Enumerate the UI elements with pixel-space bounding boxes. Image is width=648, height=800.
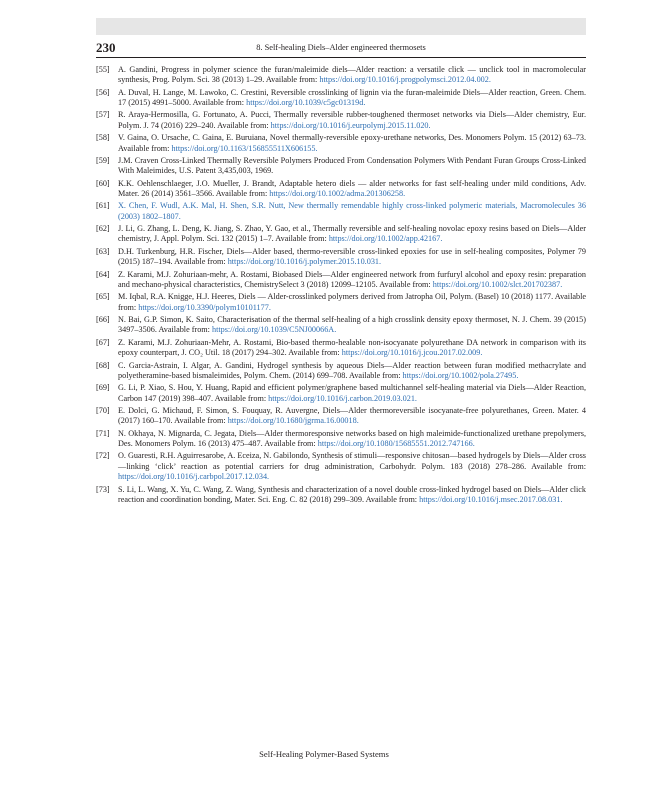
reference-item	[96, 201, 586, 222]
reference-tail: .	[428, 120, 431, 130]
reference-tail: .	[356, 416, 359, 426]
reference-tail: .	[440, 234, 443, 244]
reference-tail: .	[516, 370, 519, 380]
reference-item	[96, 133, 586, 154]
reference-text: K.K. Oehlenschlaeger, J.O. Mueller, J. Brandt, Adaptable hetero diels — alder networks for fast self-healing under mild conditions, Adv. Mater. 26 (2014) 3561–3566. Available from:	[118, 178, 586, 198]
reference-number: [71]	[96, 428, 110, 438]
reference-item	[96, 65, 586, 86]
header-rule	[96, 57, 586, 58]
reference-item	[96, 383, 586, 404]
reference-text: R. Araya-Hermosilla, G. Fortunato, A. Pucci, Thermally reversible rubber-toughened thermoset networks via Diels—Alder chemistry, Eur. Polym. J. 74 (2016) 229–240. Available from:	[118, 110, 586, 130]
doi-link[interactable]: https://doi.org/10.1016/j.progpolymsci.2012.04.002	[319, 75, 489, 85]
reference-item	[96, 88, 586, 109]
reference-item	[96, 179, 586, 200]
reference-item	[96, 406, 586, 427]
reference-text: E. Dolci, G. Michaud, F. Simon, S. Fouquay, R. Auvergne, Diels—Alder thermoreversible isocyanate-free polyurethanes, Green. Mater. 4 (2017) 160–170. Available from:	[118, 406, 586, 426]
reference-text: O. Guaresti, R.H. Aguirresarobe, A. Eceiza, N. Gabilondo, Synthesis of stimuli—responsive chitosan—based hydrogels by Diels—Alder cross—linking ‘click’ reaction as potential carriers for drug administration, Carbohydr. Polym. 183 (2018) 278–286. Available from:	[118, 451, 586, 471]
reference-number: [55]	[96, 65, 110, 74]
header-band	[96, 18, 586, 35]
doi-link[interactable]: https://doi.org/10.1680/jgrma.16.00018	[227, 416, 357, 426]
doi-link[interactable]: https://doi.org/10.1016/j.msec.2017.08.031	[419, 494, 561, 504]
doi-link[interactable]: https://doi.org/10.1002/app.42167	[328, 234, 441, 244]
reference-number: [65]	[96, 292, 110, 302]
doi-link[interactable]: https://doi.org/10.1016/j.carbpol.2017.12.034	[118, 472, 268, 482]
reference-item	[96, 292, 586, 313]
reference-text: A. Gandini, Progress in polymer science the furan/maleimide diels—Alder reaction: a versatile click — unclick tool in macromolecular synthesis, Prog. Polym. Sci. 38 (2013) 1–29. Available from:	[118, 65, 586, 85]
reference-text: J. Li, G. Zhang, L. Deng, K. Jiang, S. Zhao, Y. Gao, et al., Thermally reversible and self-healing novolac epoxy resins based on Diels—Alder chemistry, J. Appl. Polym. Sci. 132 (2015) 1–7. Available from:	[118, 224, 586, 244]
reference-item	[96, 361, 586, 382]
reference-number: [57]	[96, 110, 110, 120]
page-number: 230	[96, 40, 116, 55]
reference-number: [70]	[96, 406, 110, 416]
reference-tail: .	[268, 302, 271, 312]
reference-text: J.M. Craven Cross-Linked Thermally Reversible Polymers Produced From Condensation Polymers With Pendant Furan Groups Cross-Linked With Maleimides, U.S. Patent 3,435,003, 1969.	[118, 155, 586, 176]
doi-link[interactable]: https://doi.org/10.1016/j.carbon.2019.03.021	[268, 393, 415, 403]
reference-tail: .	[488, 75, 491, 85]
reference-text: G. Li, P. Xiao, S. Hou, Y. Huang, Rapid and efficient polymer/graphene based multichannel self-healing material via Diels—Alder Reaction, Carbon 147 (2019) 398–407. Available from:	[118, 383, 586, 403]
reference-tail: .	[560, 494, 563, 504]
reference-number: [73]	[96, 484, 110, 494]
reference-text: N. Okhaya, N. Mignarda, C. Jegata, Diels—Alder thermoresponsive networks based on high maleimide-functionalized urethane prepolymers, Des. Monomers Polym. 16 (2013) 475–487. Available from:	[118, 428, 586, 449]
doi-link[interactable]: https://doi.org/10.1002/adma.201306258	[269, 188, 404, 198]
reference-text: A. Duval, H. Lange, M. Lawoko, C. Crestini, Reversible crosslinking of lignin via the furan-maleimide Diels—Alder reaction, Green. Chem. 17 (2015) 4991–5000. Available from:	[118, 87, 586, 108]
reference-item	[96, 429, 586, 450]
doi-link[interactable]: https://doi.org/10.1039/c5gc01319d	[246, 98, 364, 108]
reference-item	[96, 270, 586, 291]
reference-number: [64]	[96, 269, 110, 279]
reference-item	[96, 247, 586, 268]
footer-book-title: Self-Healing Polymer-Based Systems	[259, 749, 389, 759]
reference-item	[96, 338, 586, 359]
reference-tail: .	[363, 98, 366, 108]
doi-link[interactable]: https://doi.org/10.1002/slct.201702387	[432, 279, 561, 289]
doi-link[interactable]: https://doi.org/10.1016/j.eurpolymj.2015.11.020	[270, 120, 429, 130]
page-header	[96, 40, 586, 56]
reference-text: V. Gaina, O. Ursache, C. Gaina, E. Buruiana, Novel thermally-reversible epoxy-urethane networks, Des. Monomers Polym. 15 (2012) 63–73. Available from:	[118, 133, 586, 153]
reference-tail: .	[472, 439, 475, 449]
reference-tail: .	[414, 393, 417, 403]
reference-text: S. Li, L. Wang, X. Yu, C. Wang, Z. Wang, Synthesis and characterization of a novel double cross-linked hydrogel based on Diels—Alder click reaction and coordination bonding, Mater. Sci. Eng. C. 82 (2018) 299–309. Available from:	[118, 484, 586, 504]
reference-item	[96, 156, 586, 177]
reference-tail: .	[334, 325, 337, 335]
reference-tail: .	[267, 472, 270, 482]
reference-item	[96, 485, 586, 506]
reference-tail: .	[315, 143, 318, 153]
reference-text: Z. Karami, M.J. Zohuriaan-Mehr, A. Rostami, Bio-based thermo-healable non-isocyanate polyurethane DA network in comparison with its epoxy counterpart, J. CO₂ Util. 18 (2017) 294–302. Available from:	[118, 337, 586, 358]
running-head: 8. Self-healing Diels–Alder engineered thermosets	[256, 43, 426, 52]
reference-number: [60]	[96, 178, 110, 188]
reference-item	[96, 110, 586, 131]
doi-link[interactable]: https://doi.org/10.1163/156855511X606155	[171, 143, 316, 153]
reference-number: [66]	[96, 315, 110, 325]
reference-tail: .	[403, 188, 406, 198]
reference-tail: .	[560, 279, 563, 289]
reference-text: D.H. Turkenburg, H.R. Fischer, Diels—Alder based, thermo-reversible cross-linked epoxies for use in self-healing composites, Polymer 79 (2015) 187–194. Available from:	[118, 246, 586, 267]
doi-link[interactable]: https://doi.org/10.1039/C5NJ00066A	[212, 325, 335, 335]
reference-text: N. Bai, G.P. Simon, K. Saito, Characterisation of the thermal self-healing of a high crosslink density epoxy thermoset, N. J. Chem. 39 (2015) 3497–3506. Available from:	[118, 315, 586, 335]
doi-link[interactable]: https://doi.org/10.1016/j.polymer.2015.10.031	[227, 257, 380, 267]
reference-list	[96, 65, 586, 507]
reference-text: M. Iqbal, R.A. Knigge, H.J. Heeres, Diels — Alder-crosslinked polymers derived from Jatropha Oil, Polym. (Basel) 10 (2018) 1177. Available from:	[118, 292, 586, 312]
reference-number: [61]	[96, 201, 110, 211]
doi-link[interactable]: https://doi.org/10.1002/pola.27495	[402, 370, 517, 380]
reference-tail: .	[379, 257, 382, 267]
reference-number: [68]	[96, 360, 110, 370]
reference-tail: .	[480, 348, 483, 358]
doi-link[interactable]: https://doi.org/10.3390/polym10101177	[138, 302, 269, 312]
reference-number: [69]	[96, 383, 110, 393]
reference-text[interactable]: X. Chen, F. Wudl, A.K. Mal, H. Shen, S.R. Nutt, New thermally remendable highly cross-linked polymeric materials, Macromolecules 36 (2003) 1802–1807.	[118, 201, 586, 221]
reference-item	[96, 315, 586, 336]
reference-item	[96, 224, 586, 245]
reference-number: [63]	[96, 246, 110, 256]
reference-number: [58]	[96, 133, 110, 143]
reference-number: [67]	[96, 337, 110, 347]
reference-number: [62]	[96, 224, 110, 234]
doi-link[interactable]: https://doi.org/10.1080/15685551.2012.747166	[317, 439, 473, 449]
reference-number: [56]	[96, 87, 110, 97]
reference-text: Z. Karami, M.J. Zohuriaan-mehr, A. Rostami, Biobased Diels—Alder engineered network from furfuryl alcohol and epoxy resin: preparation and mechano-physical characteristics, ChemistrySelect 3 (2018) 12099–12105. Available from:	[118, 269, 586, 289]
reference-text: C. Garcia-Astrain, I. Algar, A. Gandini, Hydrogel synthesis by aqueous Diels—Alder reaction between furan modified methacrylate and polyetheramine-based bismaleimides, Polym. Chem. (2014) 699–708. Available from:	[118, 360, 586, 380]
reference-item	[96, 451, 586, 482]
reference-number: [72]	[96, 451, 110, 461]
doi-link[interactable]: https://doi.org/10.1016/j.jcou.2017.02.009	[341, 348, 481, 358]
reference-number: [59]	[96, 155, 110, 165]
